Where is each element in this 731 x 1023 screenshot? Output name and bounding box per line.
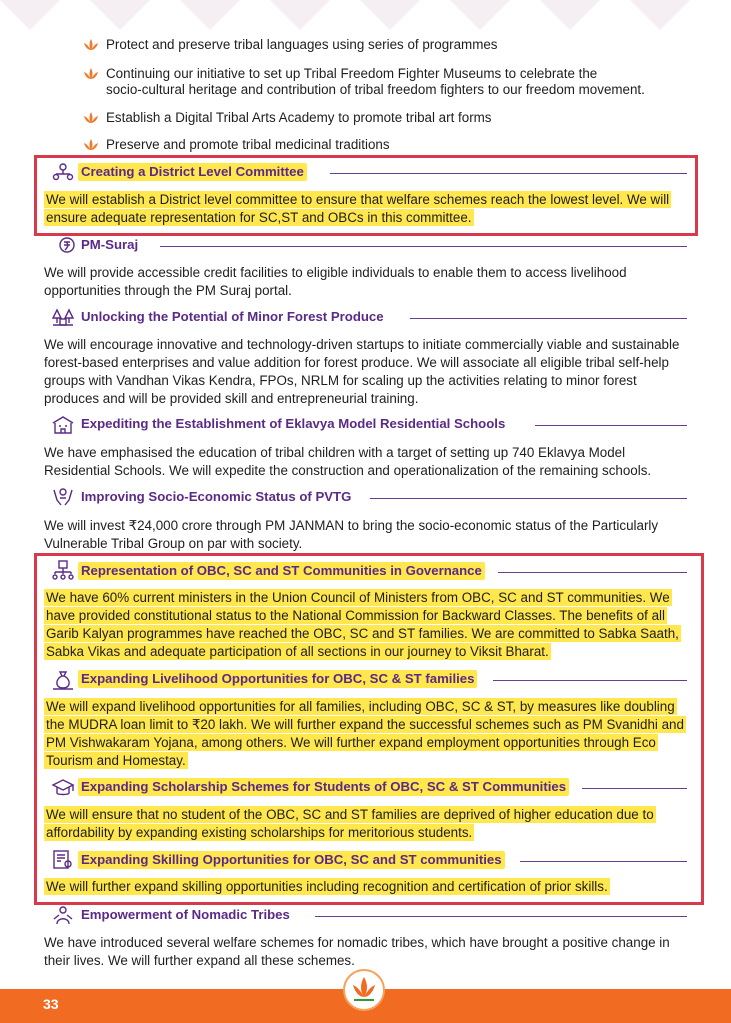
heading-rule — [520, 861, 687, 862]
section-heading: Expanding Skilling Opportunities for OBC, SC and ST communities — [78, 851, 505, 869]
section-heading: Expanding Livelihood Opportunities for OBC, SC & ST families — [78, 670, 477, 688]
section-body: We will expand livelihood opportunities for all families, including OBC, SC & ST, by measures like doubling the MUDRA loan limit to ₹20 lakh. We will further expand the successful schemes such as PM Svanidhi and PM Vishwakaram Yojana, among others. We will further expand employment opportunities through Eco Tourism and Homestay. — [46, 699, 684, 768]
rupee-badge-icon — [55, 235, 79, 257]
section-body: We will provide accessible credit facilities to eligible individuals to enable them to access livelihood opportunities through the PM Suraj portal. — [44, 265, 627, 298]
section-body: We will ensure that no student of the OBC, SC and ST families are deprived of higher education due to affordability by expanding existing scholarships for meritorious students. — [46, 807, 654, 840]
bullet-text: Protect and preserve tribal languages using series of programmes — [106, 37, 498, 52]
section-body: We have introduced several welfare schemes for nomadic tribes, which have brought a positive change in their lives. We will further expand all these schemes. — [44, 935, 670, 968]
page-number: 33 — [43, 996, 59, 1012]
bullet-text: Continuing our initiative to set up Tribal Freedom Fighter Museums to celebrate the — [106, 66, 598, 81]
graduation-cap-icon — [51, 777, 75, 799]
heading-rule — [315, 916, 687, 917]
certificate-icon — [51, 849, 75, 871]
heading-rule — [410, 318, 687, 319]
bullet-text: Preserve and promote tribal medicinal traditions — [106, 137, 390, 152]
committee-icon — [51, 162, 75, 184]
money-bag-icon — [51, 669, 75, 691]
section-body: We will further expand skilling opportunities including recognition and certification of prior skills. — [46, 879, 608, 894]
lotus-bullet-icon — [82, 38, 100, 52]
section-heading: Creating a District Level Committee — [78, 163, 307, 181]
header-pattern — [0, 0, 731, 30]
nomadic-tribe-icon — [51, 905, 75, 927]
heading-rule — [535, 425, 687, 426]
raised-hands-icon — [51, 486, 75, 508]
section-body: We will establish a District level committee to ensure that welfare schemes reach the lowest level. We will ensure adequate representation for SC,ST and OBCs in this committee. — [46, 192, 670, 225]
section-heading: PM-Suraj — [81, 237, 139, 252]
heading-rule — [498, 572, 687, 573]
lotus-logo-icon — [345, 971, 383, 1009]
lotus-logo — [343, 969, 385, 1011]
lotus-bullet-icon — [82, 111, 100, 125]
forest-icon — [51, 307, 75, 329]
school-building-icon — [51, 414, 75, 436]
section-heading: Expanding Scholarship Schemes for Students of OBC, SC & ST Communities — [78, 778, 569, 796]
bullet-text: Establish a Digital Tribal Arts Academy to promote tribal art forms — [106, 110, 492, 125]
section-heading: Unlocking the Potential of Minor Forest Produce — [81, 309, 384, 324]
section-body: We will encourage innovative and technology-driven startups to initiate commercially viable and sustainable forest-based enterprises and value addition for forest produce. We will associate all eligible tribal self-help groups with Vandhan Vikas Kendra, FPOs, NRLM for scaling up the activities relating to minor forest produces and will be provided skill and entrepreneurial training. — [44, 337, 680, 406]
section-body: We have emphasised the education of tribal children with a target of setting up 740 Eklavya Model Residential Schools. We will expedite the construction and operationalization of the remaining schools. — [44, 445, 652, 478]
heading-rule — [160, 246, 687, 247]
bullet-text-continued: socio-cultural heritage and contribution of tribal freedom fighters to our freedom movement. — [106, 82, 645, 97]
heading-rule — [493, 680, 687, 681]
section-heading: Empowerment of Nomadic Tribes — [81, 907, 290, 922]
lotus-bullet-icon — [82, 67, 100, 81]
section-body: We have 60% current ministers in the Union Council of Ministers from OBC, SC and ST communities. We have provided constitutional status to the National Commission for Backward Classes. The benefits of all Garib Kalyan programmes have reached the OBC, SC and ST families. We are committed to Sabka Saath, Sabka Vikas and adequate participation of all sections in our journey to Viksit Bharat. — [46, 590, 679, 659]
heading-rule — [370, 498, 687, 499]
heading-rule — [582, 788, 687, 789]
section-body: We will invest ₹24,000 crore through PM JANMAN to bring the socio-economic status of the Particularly Vulnerable Tribal Group on par with society. — [44, 518, 659, 551]
lotus-bullet-icon — [82, 138, 100, 152]
section-heading: Expediting the Establishment of Eklavya Model Residential Schools — [81, 416, 506, 431]
section-heading: Improving Socio-Economic Status of PVTG — [81, 489, 352, 504]
heading-rule — [330, 173, 687, 174]
governance-icon — [51, 560, 75, 582]
section-heading: Representation of OBC, SC and ST Communities in Governance — [78, 562, 485, 580]
